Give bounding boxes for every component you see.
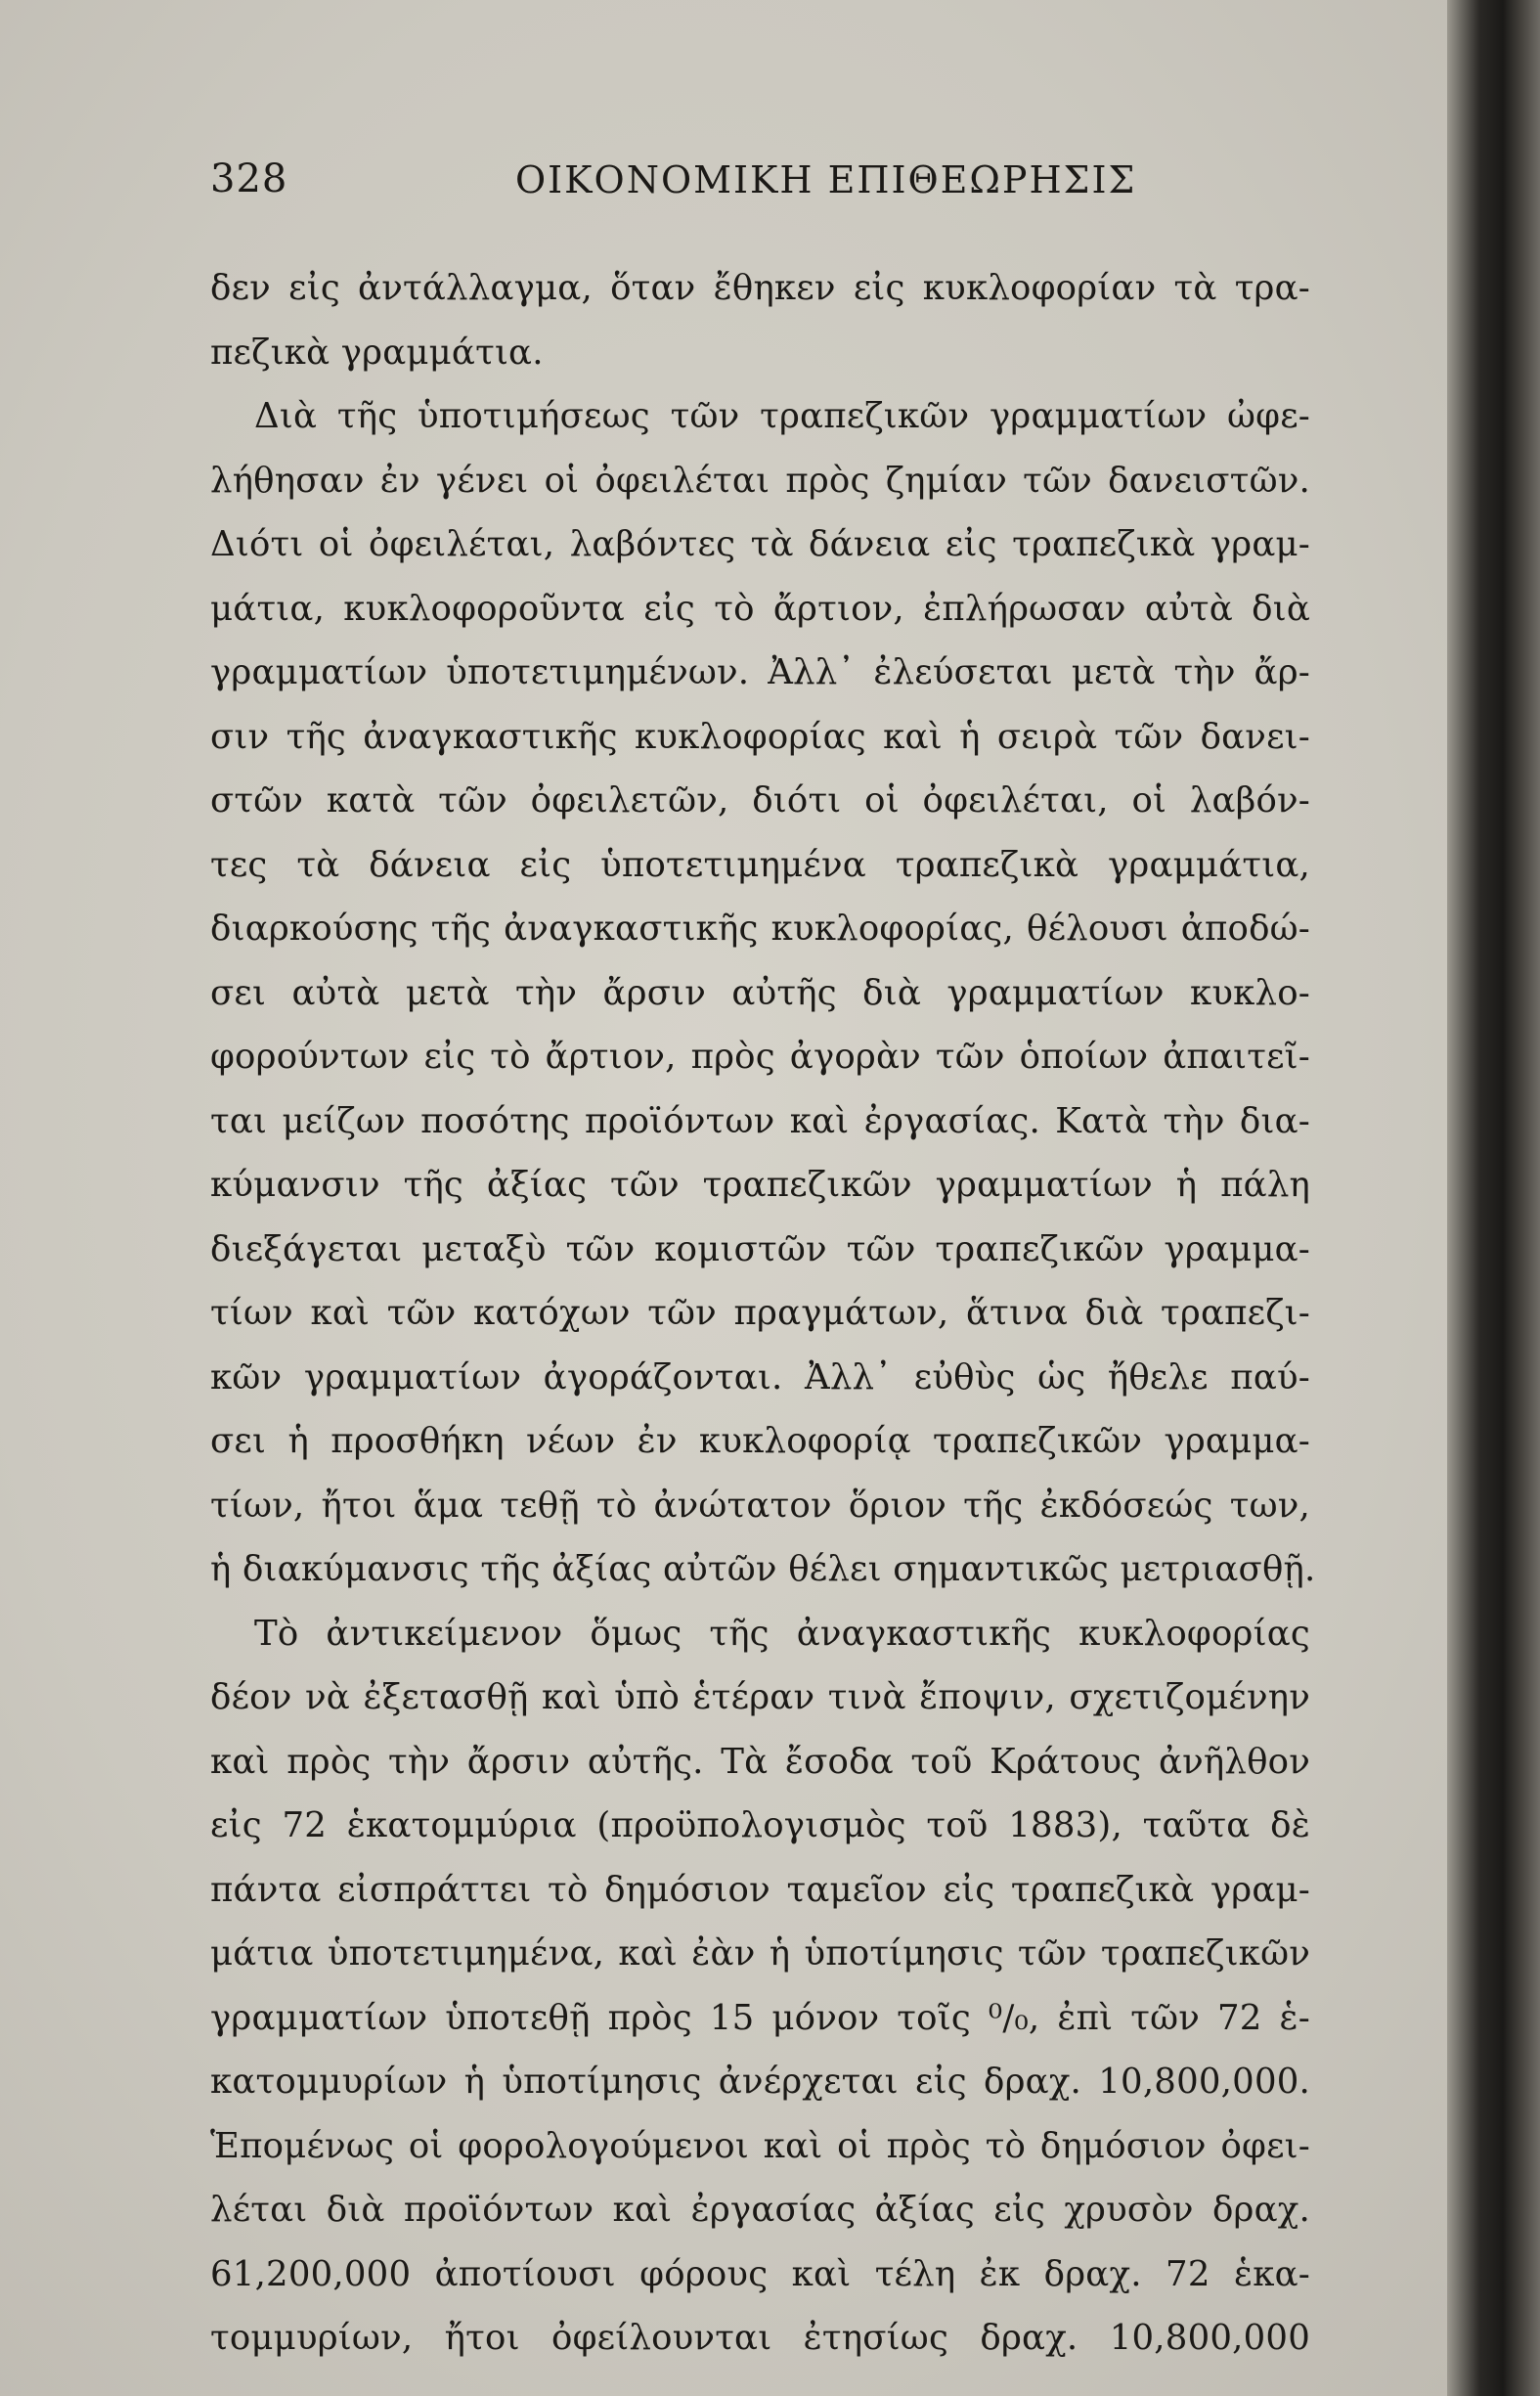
text-line: πάντα εἰσπράττει τὸ δημόσιον ταμεῖον εἰς τραπεζικὰ γραμ- — [210, 1869, 1310, 1910]
text-line: λήθησαν ἐν γένει οἱ ὀφειλέται πρὸς ζημίαν τῶν δανειστῶν. — [210, 460, 1310, 501]
text-line: εἰς 72 ἑκατομμύρια (προϋπολογισμὸς τοῦ 1883), ταῦτα δὲ — [210, 1805, 1310, 1845]
text-line: Τὸ ἀντικείμενον ὅμως τῆς ἀναγκαστικῆς κυκλοφορίας — [254, 1613, 1310, 1654]
text-line: τες τὰ δάνεια εἰς ὑποτετιμημένα τραπεζικὰ γραμμάτια, — [210, 844, 1310, 885]
text-line: γραμματίων ὑποτεθῇ πρὸς 15 μόνον τοῖς ⁰/₀, ἐπὶ τῶν 72 ἑ- — [210, 1997, 1310, 2038]
text-line: 61,200,000 ἀποτίουσι φόρους καὶ τέλη ἐκ δραχ. 72 ἑκα- — [210, 2253, 1310, 2294]
text-line: σει αὐτὰ μετὰ τὴν ἄρσιν αὐτῆς διὰ γραμματίων κυκλο- — [210, 972, 1310, 1013]
text-line: στῶν κατὰ τῶν ὀφειλετῶν, διότι οἱ ὀφειλέται, οἱ λαβόν- — [210, 780, 1310, 821]
text-line: Ἑπομένως οἱ φορολογούμενοι καὶ οἱ πρὸς τὸ δημόσιον ὀφει- — [210, 2125, 1310, 2166]
text-line: κύμανσιν τῆς ἀξίας τῶν τραπεζικῶν γραμματίων ἡ πάλη — [210, 1165, 1310, 1205]
text-line: μάτια, κυκλοφοροῦντα εἰς τὸ ἄρτιον, ἐπλήρωσαν αὐτὰ διὰ — [210, 588, 1310, 629]
text-line: σιν τῆς ἀναγκαστικῆς κυκλοφορίας καὶ ἡ σειρὰ τῶν δανει- — [210, 716, 1310, 757]
text-line: σει ἡ προσθήκη νέων ἐν κυκλοφορίᾳ τραπεζικῶν γραμμα- — [210, 1421, 1310, 1461]
page-header — [210, 156, 1188, 215]
page-binding-gutter — [1447, 0, 1540, 2396]
text-line: κῶν γραμματίων ἀγοράζονται. Ἀλλ᾽ εὐθὺς ὡς ἤθελε παύ- — [210, 1356, 1310, 1398]
text-line: κατομμυρίων ἡ ὑποτίμησις ἀνέρχεται εἰς δραχ. 10,800,000. — [210, 2062, 1310, 2102]
text-line: πεζικὰ γραμμάτια. — [210, 332, 544, 373]
text-line: Διότι οἱ ὀφειλέται, λαβόντες τὰ δάνεια εἰς τραπεζικὰ γραμ- — [210, 524, 1310, 564]
body-text — [210, 256, 1316, 2371]
text-line: λέται διὰ προϊόντων καὶ ἐργασίας ἀξίας εἰς χρυσὸν δραχ. — [210, 2190, 1310, 2230]
text-line: καὶ πρὸς τὴν ἄρσιν αὐτῆς. Τὰ ἔσοδα τοῦ Κράτους ἀνῆλθον — [210, 1741, 1310, 1782]
text-line: διεξάγεται μεταξὺ τῶν κομιστῶν τῶν τραπεζικῶν γραμμα- — [210, 1228, 1310, 1269]
text-line: δέον νὰ ἐξετασθῇ καὶ ὑπὸ ἑτέραν τινὰ ἔποψιν, σχετιζομένην — [210, 1677, 1310, 1717]
running-title: ΟΙΚΟΝΟΜΙΚΗ ΕΠΙΘΕΩΡΗΣΙΣ — [515, 158, 1137, 201]
text-line: τίων καὶ τῶν κατόχων τῶν πραγμάτων, ἅτινα διὰ τραπεζι- — [210, 1293, 1310, 1333]
text-line: γραμματίων ὑποτετιμημένων. Ἀλλ᾽ ἐλεύσεται μετὰ τὴν ἄρ- — [210, 652, 1310, 692]
text-line: μάτια ὑποτετιμημένα, καὶ ἐὰν ἡ ὑποτίμησις τῶν τραπεζικῶν — [210, 1933, 1310, 1974]
text-line: διαρκούσης τῆς ἀναγκαστικῆς κυκλοφορίας, θέλουσι ἀποδώ- — [210, 909, 1310, 949]
text-line: ἡ διακύμανσις τῆς ἀξίας αὐτῶν θέλει σημαντικῶς μετριασθῇ. — [210, 1549, 1316, 1589]
text-line: Διὰ τῆς ὑποτιμήσεως τῶν τραπεζικῶν γραμματίων ὠφε- — [254, 396, 1310, 436]
text-line: φορούντων εἰς τὸ ἄρτιον, πρὸς ἀγορὰν τῶν ὁποίων ἀπαιτεῖ- — [210, 1037, 1310, 1077]
text-line: δεν εἰς ἀντάλλαγμα, ὅταν ἔθηκεν εἰς κυκλοφορίαν τὰ τρα- — [210, 268, 1310, 308]
text-line: ται μείζων ποσότης προϊόντων καὶ ἐργασίας. Κατὰ τὴν δια- — [210, 1100, 1310, 1141]
text-line: τομμυρίων, ἤτοι ὀφείλουνται ἐτησίως δραχ. 10,800,000 — [210, 2318, 1310, 2358]
page-number: 328 — [210, 156, 288, 201]
text-line: τίων, ἤτοι ἅμα τεθῇ τὸ ἀνώτατον ὅριον τῆς ἐκδόσεώς των, — [210, 1485, 1310, 1526]
